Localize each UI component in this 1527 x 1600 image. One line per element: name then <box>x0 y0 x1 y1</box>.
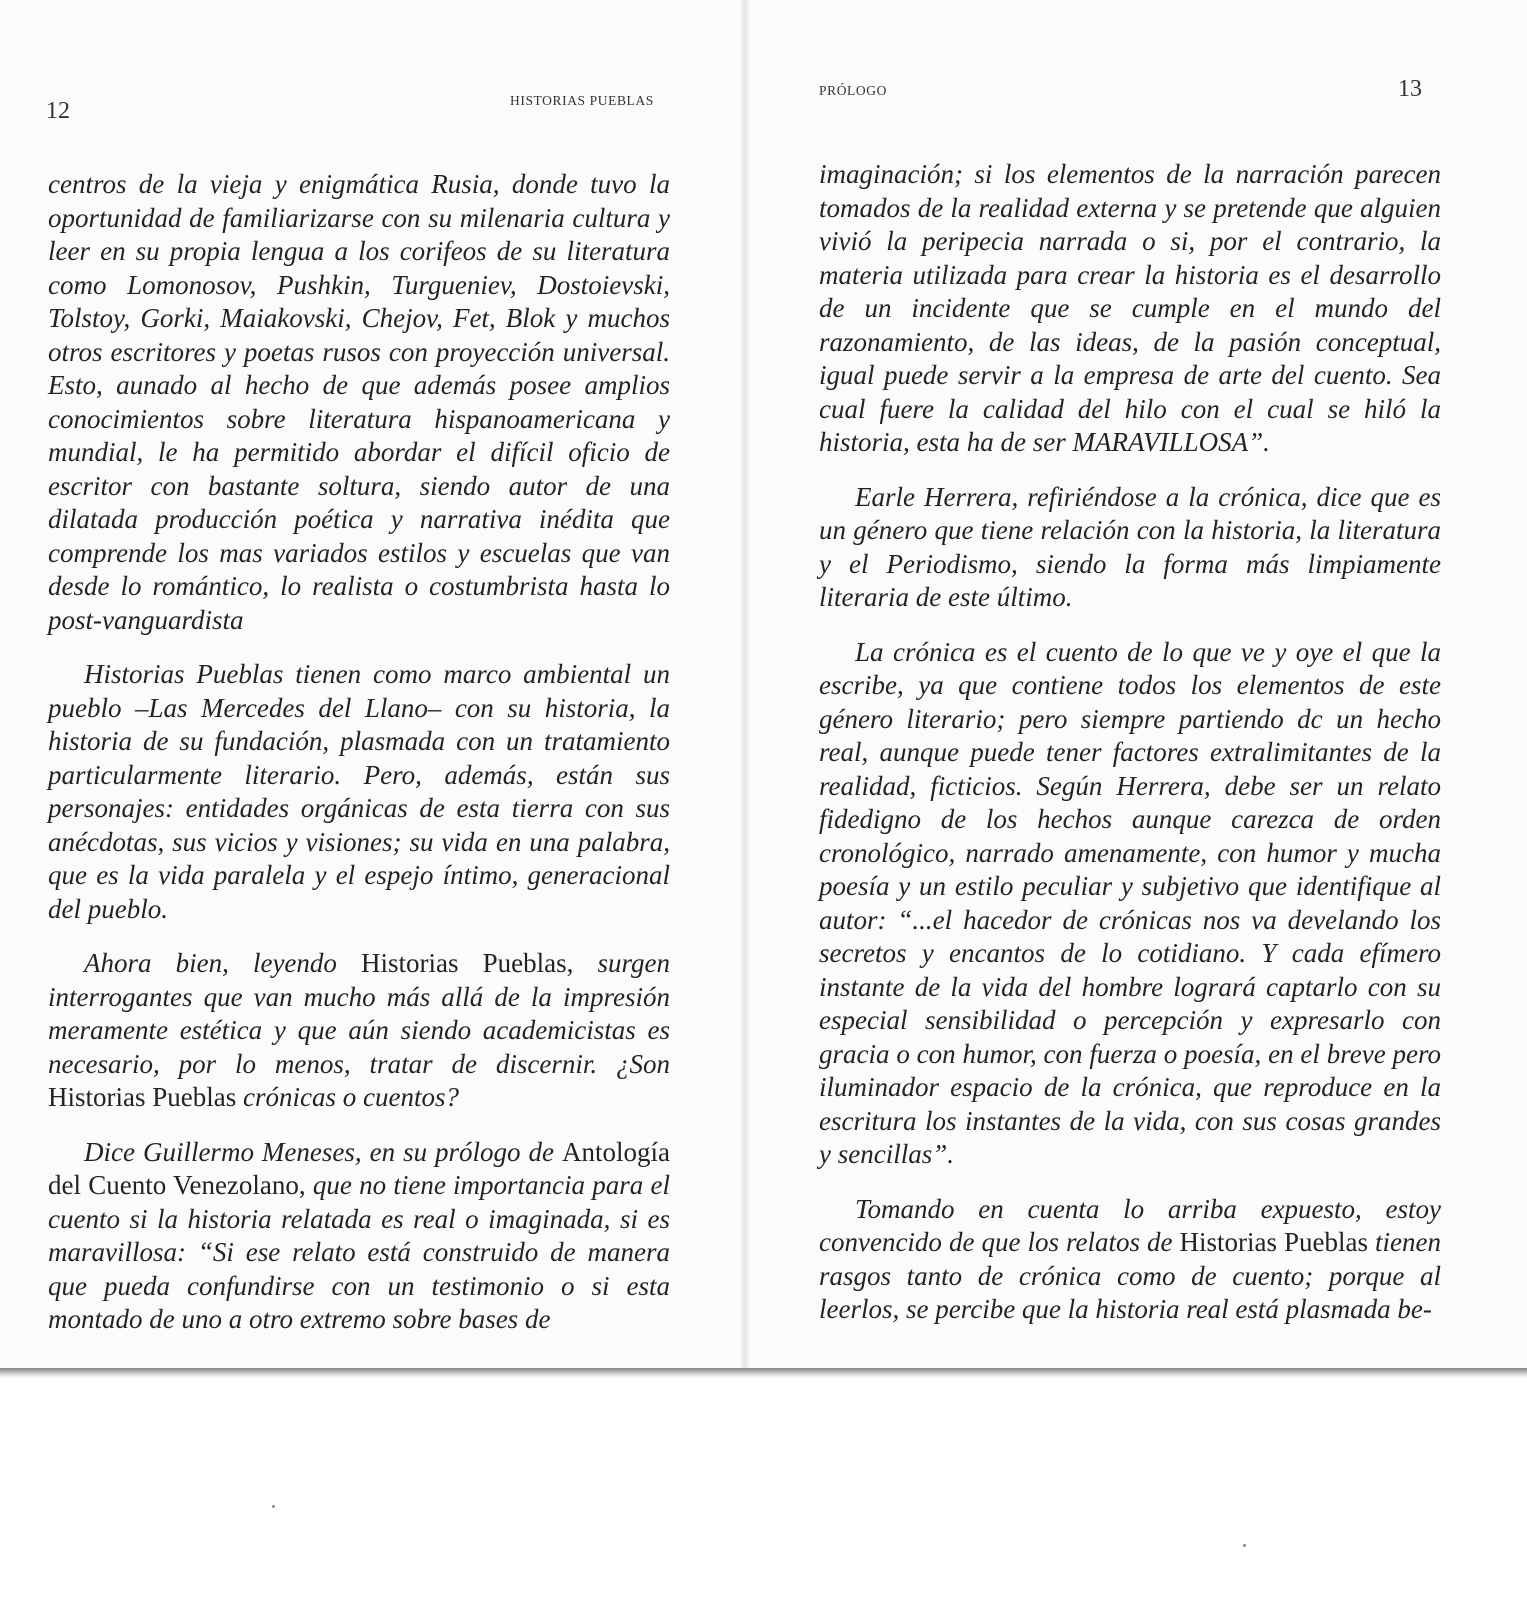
body-paragraph <box>48 1136 670 1337</box>
left-running-head: HISTORIAS PUEBLAS <box>510 93 654 108</box>
paragraph-text: surgen interrogantes que van mucho más allá de la impresión meramente estética y que aún siendo academicistas es necesario, por lo menos, tratar de discernir. ¿Son <box>48 948 670 1079</box>
paragraph-text: La crónica es el cuento de lo que ve y oye el que la escribe, ya que contiene todos los elementos de este género literario; pero siempre partiendo dc un hecho real, aunque puede tener factores extralimitantes de la realidad, ficticios. Según Herrera, debe ser un relato fidedigno de los hechos aunque carezca de orden cronológico, narrado amenamente, con humor y mucha poesía y un estilo peculiar y subjetivo que identifique al autor: “...el hacedor de crónicas nos va develando los secretos y encantos de lo cotidiano. Y cada efímero instante de la vida del hombre logrará captarlo con su especial sensibilidad o percepción y expresarlo con gracia o con humor, con fuerza o poesía, en el breve pero iluminador espacio de la crónica, que reproduce en la escritura los instantes de la vida, con sus cosas grandes y sencillas”. <box>819 636 1441 1169</box>
book-title-text: Historias Pueblas <box>48 1082 237 1112</box>
body-paragraph <box>819 481 1441 615</box>
paragraph-text: tienen rasgos tanto de crónica como de cuento; porque al leerlos, se percibe que la historia real está plasmada be- <box>819 1227 1441 1324</box>
right-page <box>745 0 1527 1372</box>
paragraph-text: Earle Herrera, refiriéndose a la crónica, dice que es un género que tiene relación con la historia, la literatura y el Periodismo, siendo la forma más limpiamente literaria de este último. <box>819 481 1441 612</box>
paragraph-text: Ahora bien, leyendo <box>84 948 362 978</box>
book-title-text: Historias Pueblas, <box>361 948 574 978</box>
left-page <box>0 0 745 1372</box>
body-paragraph <box>819 636 1441 1172</box>
right-running-head: PRÓLOGO <box>819 83 887 98</box>
right-page-body <box>819 158 1441 1348</box>
left-page-body <box>48 168 670 1358</box>
paragraph-text: imaginación; si los elementos de la narración parecen tomados de la realidad externa y se pretende que alguien vivió la peripecia narrada o si, por el contrario, la materia utilizada para crear la historia es el desarrollo de un incidente que se cumple en el mundo del razonamiento, de las ideas, de la pasión conceptual, igual puede servir a la empresa de arte del cuento. Sea cual fuere la calidad del hilo con el cual se hiló la historia, esta ha de ser MARAVILLOSA”. <box>819 159 1441 457</box>
book-gutter <box>741 0 749 1372</box>
paragraph-text: Historias Pueblas tienen como marco ambiental un pueblo –Las Mercedes del Llano– con su historia, la historia de su fundación, plasmada con un tratamiento particularmente literario. Pero, además, están sus personajes: entidades orgánicas de esta tierra con sus anécdotas, sus vicios y visiones; su vida en una palabra, que es la vida paralela y el espejo íntimo, generacional del pueblo. <box>48 659 670 924</box>
right-page-number: 13 <box>1398 76 1422 102</box>
scan-speck <box>1243 1544 1246 1547</box>
page-bottom-edge <box>0 1368 1527 1378</box>
book-title-text: Historias Pueblas <box>1179 1227 1368 1257</box>
paragraph-text: Tomando en cuenta lo arriba expuesto, estoy convencido de que los relatos de <box>819 1193 1441 1257</box>
paragraph-text: que no tiene importancia para el cuento si la historia relatada es real o imaginada, si es maravillosa: “Si ese relato está construido de manera que pueda confundirse con un testimonio o si esta montado de uno a otro extremo sobre bases de <box>48 1170 670 1334</box>
paragraph-text: centros de la vieja y enigmática Rusia, donde tuvo la oportunidad de familiarizarse con su milenaria cultura y leer en su propia lengua a los corifeos de su literatura como Lomonosov, Pushkin, Turgueniev, Dostoievski, Tolstoy, Gorki, Maiakovski, Chejov, Fet, Blok y muchos otros escritores y poetas rusos con proyección universal. Esto, aunado al hecho de que además posee amplios conocimientos sobre literatura hispanoamericana y mundial, le ha permitido abordar el difícil oficio de escritor con bastante soltura, siendo autor de una dilatada producción poética y narrativa inédita que comprende los mas variados estilos y escuelas que van desde lo romántico, lo realista o costumbrista hasta lo post-vanguardista <box>48 169 670 635</box>
left-page-number: 12 <box>46 98 70 124</box>
paragraph-text: crónicas o cuentos? <box>236 1082 459 1112</box>
body-paragraph <box>48 658 670 926</box>
body-paragraph <box>48 947 670 1115</box>
body-paragraph <box>819 1193 1441 1327</box>
body-paragraph <box>48 168 670 637</box>
book-title-text: Antología del Cuento Venezolano, <box>48 1136 670 1200</box>
scan-speck <box>272 1505 275 1508</box>
paragraph-text: Dice Guillermo Meneses, en su prólogo de <box>84 1136 562 1167</box>
body-paragraph <box>819 158 1441 460</box>
